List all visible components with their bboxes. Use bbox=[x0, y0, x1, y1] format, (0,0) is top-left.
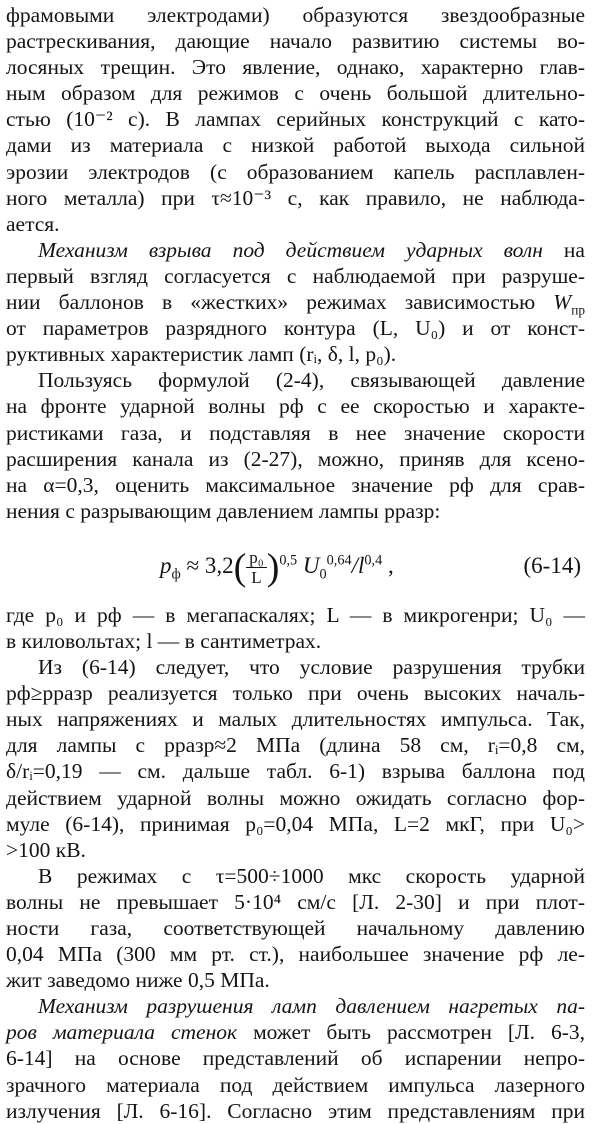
paragraph-7 bbox=[6, 993, 585, 1123]
equation-6-14 bbox=[6, 536, 585, 596]
math-symbol: p bbox=[160, 552, 172, 578]
text-line: волны не превышает 5·10⁴ см/с [Л. 2-30] и при плот- bbox=[6, 889, 585, 914]
text-line: ности газа, соответствующей начальному давлению bbox=[6, 916, 585, 940]
text-line: муле (6-14), принимая p₀=0,04 МПа, L=2 мкГ, при U₀> bbox=[6, 811, 585, 836]
italic-heading: Механизм разрушения ламп давлением нагретых па- bbox=[38, 994, 585, 1019]
fraction-denominator: L bbox=[251, 568, 262, 588]
text-line: на фронте ударной волны pф с ее скоростью и характе- bbox=[6, 394, 585, 419]
text-line: растрескивания, дающие начало развитию системы во- bbox=[6, 29, 585, 54]
text-line: где p₀ и pф — в мегапаскалях; L — в микрогенри; U₀ — bbox=[6, 602, 585, 627]
text-line: в киловольтах; l — в сантиметрах. bbox=[6, 628, 322, 653]
text-line: >100 кВ. bbox=[6, 837, 86, 862]
paragraph-2 bbox=[6, 237, 585, 367]
text-line: от параметров разрядного контура (L, U₀) и от конст- bbox=[6, 316, 585, 341]
text-fragment: нии баллонов в «жестких» режимах зависимостью bbox=[6, 290, 554, 315]
text-line: действием ударной волны можно ожидать согласно фор- bbox=[6, 785, 585, 810]
italic-heading: ров материала стенок bbox=[6, 1020, 238, 1045]
math-symbol: W bbox=[553, 290, 572, 315]
math-subscript: пр bbox=[571, 302, 585, 318]
text-line: Из (6-14) следует, что условие разрушения трубки bbox=[38, 655, 585, 680]
left-paren: ( bbox=[233, 546, 247, 589]
text-line bbox=[6, 289, 585, 318]
math-text: ≈ 3,2 bbox=[180, 552, 234, 578]
text-line: дами из материала с низкой работой выхода сильной bbox=[6, 133, 585, 158]
equation-number: (6-14) bbox=[523, 552, 581, 578]
text-line: δ/rᵢ=0,19 — см. дальше табл. 6-1) взрыва баллона под bbox=[6, 759, 585, 784]
text-line: В режимах с τ=500÷1000 мкс скорость ударной bbox=[38, 863, 585, 888]
text-line bbox=[6, 993, 585, 1019]
text-line: ается. bbox=[6, 211, 60, 236]
text-line: зрачного материала под действием импульса лазерного bbox=[6, 1072, 585, 1097]
text-line: лосяных трещин. Это явление, однако, характерно глав- bbox=[6, 55, 585, 80]
math-subscript: 0 bbox=[319, 566, 327, 583]
text-line: 6-14] на основе представлений об испарении непро- bbox=[6, 1046, 585, 1071]
equation-expression bbox=[160, 536, 394, 596]
text-line: жит заведомо ниже 0,5 МПа. bbox=[6, 968, 270, 993]
text-line: стью (10⁻² с). В лампах серийных конструкций с като- bbox=[6, 107, 585, 132]
text-line: эрозии электродов (с образованием капель расплавлен- bbox=[6, 159, 585, 184]
text-fragment: на bbox=[542, 237, 585, 262]
paragraph-5 bbox=[6, 654, 585, 863]
paragraph-4 bbox=[6, 602, 585, 654]
math-subscript: ф bbox=[171, 566, 181, 583]
text-line: ристиками газа, и подставляя в нее значение скорости bbox=[6, 420, 585, 445]
text-line: расширения канала из (2-27), можно, приняв для ксено- bbox=[6, 446, 585, 471]
fraction bbox=[246, 548, 266, 587]
right-paren: ) bbox=[266, 546, 280, 589]
paragraph-6 bbox=[6, 863, 585, 993]
text-line: руктивных характеристик ламп (rᵢ, δ, l, p₀). bbox=[6, 342, 397, 367]
math-superscript: 0,4 bbox=[364, 552, 383, 569]
text-fragment: может быть рассмотрен [Л. 6-3, bbox=[237, 1020, 585, 1045]
fraction-numerator: p₀ bbox=[246, 548, 266, 568]
text-line: 0,04 МПа (300 мм рт. ст.), наибольшее значение pф ле- bbox=[6, 942, 585, 967]
paragraph-1 bbox=[6, 2, 585, 237]
math-superscript: 0,5 bbox=[279, 552, 298, 569]
text-line: ных напряжениях и малых длительностях импульса. Так, bbox=[6, 707, 585, 732]
text-line: первый взгляд согласуется с наблюдаемой при разруше- bbox=[6, 263, 585, 288]
text-line: нения с разрывающим давлением лампы pразр: bbox=[6, 498, 441, 523]
text-line: ным образом для режимов с очень большой длительно- bbox=[6, 81, 585, 106]
math-symbol: U bbox=[297, 552, 320, 578]
text-line bbox=[6, 1019, 585, 1045]
text-line: излучения [Л. 6-16]. Согласно этим представлениям при bbox=[6, 1098, 585, 1123]
italic-heading: Механизм взрыва под действием ударных волн bbox=[38, 237, 543, 262]
text-line: для лампы с pразр≈2 МПа (длина 58 см, rᵢ=0,8 см, bbox=[6, 733, 585, 758]
paragraph-3 bbox=[6, 367, 585, 524]
math-superscript: 0,64 bbox=[326, 552, 352, 569]
text-line: фрамовыми электродами) образуются звездообразные bbox=[6, 3, 585, 27]
text-line: ного металла) при τ≈10⁻³ с, как правило, не наблюда- bbox=[6, 185, 585, 210]
text-line: pф≥pразр реализуется только при очень высоких началь- bbox=[6, 681, 585, 706]
text-line: Пользуясь формулой (2-4), связывающей давление bbox=[38, 368, 585, 393]
text-line bbox=[6, 237, 585, 263]
math-text: , bbox=[382, 552, 394, 578]
text-line: на α=0,3, оценить максимальное значение pф для срав- bbox=[6, 472, 585, 497]
math-symbol: /l bbox=[351, 552, 365, 578]
